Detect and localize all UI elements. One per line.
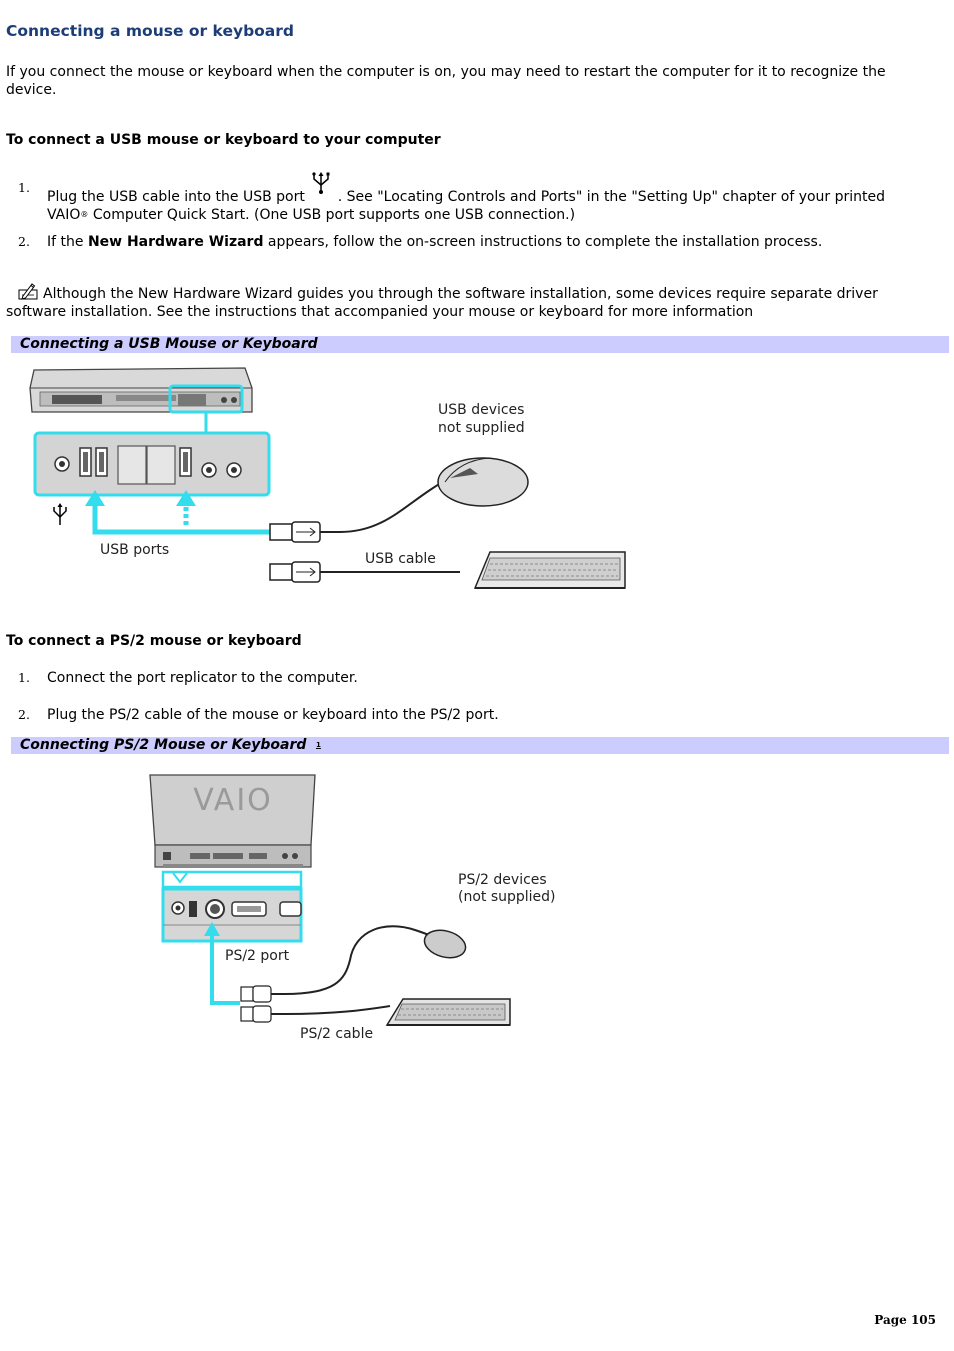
ps2-connector-top [241,986,285,1002]
laptop-rear-view [150,775,315,868]
usb-step-2 [47,233,927,251]
laptop-side-view [30,368,252,412]
usb-keyboard-illustration [475,552,625,588]
registered-mark: ® [80,210,89,219]
usb-step-1-text-mid: . See "Locating Controls and Ports" in the "Setting Up" chapter of your printed VAIO [47,189,886,223]
port-replicator-panel [163,872,301,941]
usb-step-2-text-before: If the [47,234,88,250]
ps2-step-1: Connect the port replicator to the computer. [47,670,358,686]
ps2-mouse-illustration [421,926,468,962]
new-hardware-wizard-label: New Hardware Wizard [87,234,264,250]
ps2-devices-label-line1: PS/2 devices [458,872,547,888]
usb-connection-diagram [20,360,640,600]
usb-step-2-text-after: appears, follow the on-screen instructions to complete the installation process. [263,234,823,250]
usb-step-1-number: 1. [18,180,30,195]
ps2-connector-bottom [241,1006,285,1022]
usb-connector-bottom [270,562,340,582]
usb-symbol-icon [54,503,66,525]
usb-port-panel [35,433,269,495]
ps2-section-heading: To connect a PS/2 mouse or keyboard [6,633,302,649]
vaio-logo: VAIO [193,783,273,818]
ps2-devices-label-line2: (not supplied) [458,889,556,905]
note-paragraph [6,286,936,321]
ps2-cable-label: PS/2 cable [300,1026,374,1042]
ps2-step-2: Plug the PS/2 cable of the mouse or keyboard into the PS/2 port. [47,707,499,723]
usb-section-heading: To connect a USB mouse or keyboard to your computer [6,132,441,148]
ps2-figure-caption-bar [11,737,949,754]
usb-figure-caption: Connecting a USB Mouse or Keyboard [20,336,318,352]
usb-step-1 [47,179,927,224]
page-title: Connecting a mouse or keyboard [6,22,295,40]
usb-step-2-number: 2. [18,234,30,249]
ps2-step-2-number: 2. [18,707,30,722]
note-text: Although the New Hardware Wizard guides you through the software installation, some devices require separate driver software installation. See the instructions that accompanied your mouse or keyboard for more information [6,286,878,320]
ps2-step-1-number: 1. [18,670,30,685]
usb-cable-label: USB cable [365,551,436,567]
caption-footnote-marker: 1 [316,741,321,749]
ps2-port-label: PS/2 port [225,948,290,964]
usb-devices-label-line2: not supplied [438,420,525,436]
usb-step-1-text-after: Computer Quick Start. (One USB port supports one USB connection.) [88,207,576,223]
usb-port-icon [309,171,333,193]
usb-step-1-text-before: Plug the USB cable into the USB port [47,189,305,205]
ps2-figure-caption: Connecting PS/2 Mouse or Keyboard [20,737,307,753]
usb-devices-label-line1: USB devices [438,402,525,418]
intro-paragraph: If you connect the mouse or keyboard when the computer is on, you may need to restart the computer for it to recognize the device. [6,64,886,98]
page-number: Page 105 [874,1313,936,1327]
ps2-connection-diagram [145,770,575,1045]
usb-ports-label: USB ports [100,542,170,558]
ps2-keyboard-illustration [387,999,510,1025]
usb-connector-top [270,522,340,542]
usb-mouse-illustration [438,458,528,506]
usb-figure-caption-bar [11,336,949,353]
